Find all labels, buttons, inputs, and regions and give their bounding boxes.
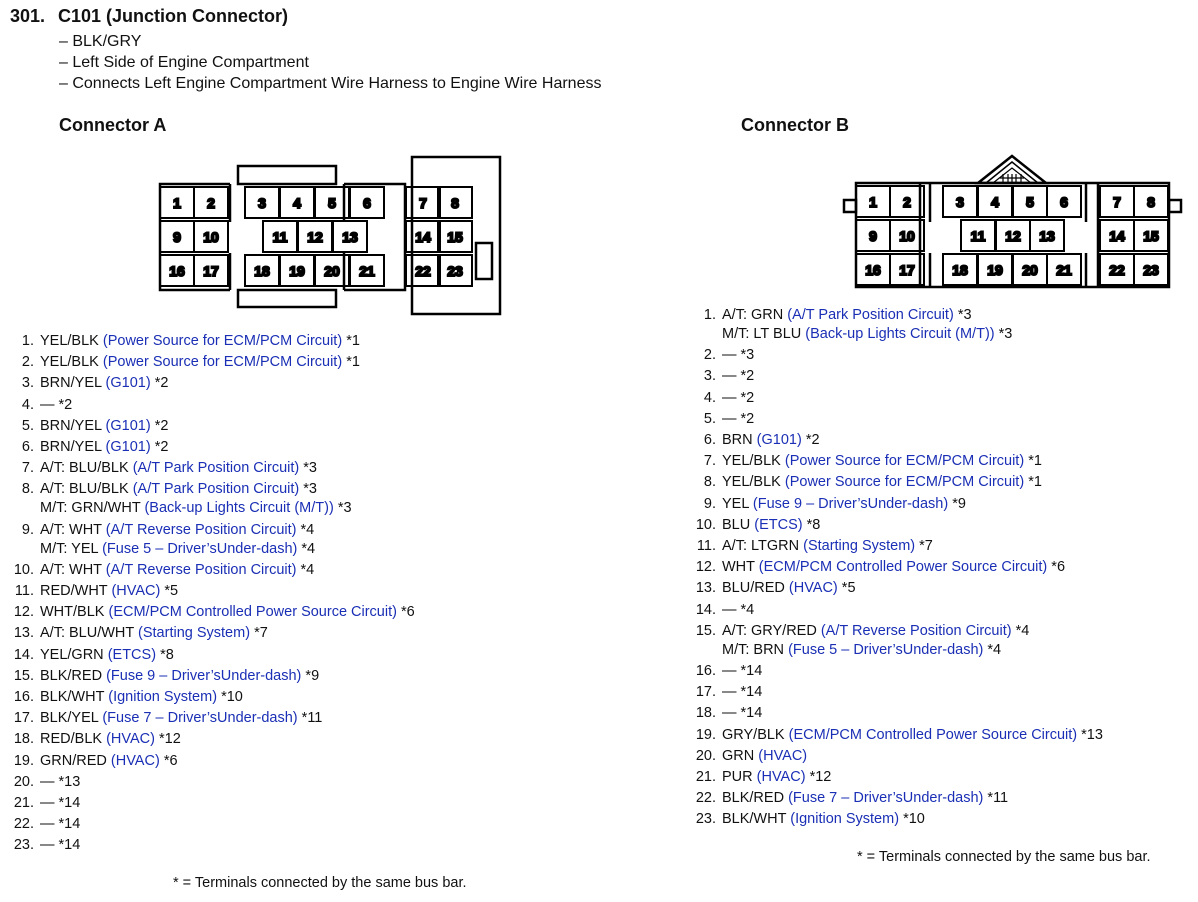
bus-bar-note: *1 — [346, 333, 360, 349]
description-location: – Left Side of Engine Compartment — [59, 54, 309, 71]
circuit-name: (HVAC) — [758, 747, 808, 764]
wire-color: RED/WHT — [40, 583, 108, 599]
pin-entry — [692, 411, 754, 427]
wire-color: YEL/BLK — [40, 354, 99, 371]
pin-number: 12. — [695, 559, 716, 576]
pin-entry — [692, 580, 856, 596]
section-number: 301. — [10, 6, 46, 26]
pin-number: 5. — [703, 410, 716, 427]
bus-bar-note: *3 — [998, 326, 1013, 342]
pin-entry — [10, 668, 319, 684]
terminal-number: 7 — [1113, 194, 1121, 210]
pin-number: 19. — [695, 726, 716, 743]
circuit-name: (Power Source for ECM/PCM Circuit) — [784, 474, 1025, 491]
connector-b-title: Connector B — [741, 115, 849, 135]
pin-entry — [692, 748, 807, 764]
terminal-number: 14 — [415, 229, 431, 245]
terminal-number: 8 — [1147, 194, 1155, 210]
circuit-name: (Fuse 7 – Driver’sUnder-dash) — [788, 790, 984, 807]
circuit-name: (HVAC) — [756, 769, 806, 785]
pin-number: 13. — [13, 625, 34, 642]
terminal-number: 23 — [447, 263, 463, 279]
pin-entry — [692, 727, 1103, 743]
wire-color: YEL/BLK — [722, 474, 781, 491]
pin-number: 8. — [703, 474, 716, 491]
terminal-number: 16 — [169, 263, 185, 279]
pin-entry — [10, 460, 317, 476]
wire-color: A/T: BLU/BLK — [40, 481, 129, 498]
circuit-name: (Power Source for ECM/PCM Circuit) — [784, 453, 1025, 470]
wire-color: — — [722, 663, 737, 679]
bus-bar-note: *11 — [301, 710, 323, 727]
circuit-name: (A/T Park Position Circuit) — [132, 460, 300, 477]
wire-color: BLK/WHT — [722, 811, 787, 828]
bus-bar-note: *12 — [159, 731, 181, 748]
description-color: – BLK/GRY — [59, 33, 142, 50]
connector-b-footnote: * = Terminals connected by the same bus bar. — [857, 849, 1151, 865]
connector-b-lock-tab — [1000, 174, 1024, 182]
bus-bar-note: *10 — [903, 811, 925, 828]
wire-color: M/T: BRN — [722, 641, 785, 658]
pin-number: 22. — [695, 790, 716, 807]
wire-color: A/T: LTGRN — [722, 538, 800, 554]
circuit-name: (HVAC) — [111, 583, 161, 599]
bus-bar-note: *9 — [305, 667, 320, 684]
terminal-number: 18 — [254, 263, 270, 279]
pin-number: 17. — [13, 710, 34, 727]
circuit-name: (ECM/PCM Controlled Power Source Circuit) — [108, 604, 397, 621]
bus-bar-note: *4 — [987, 641, 1002, 658]
terminal-number: 19 — [987, 262, 1003, 278]
wire-color: BRN/YEL — [40, 417, 102, 434]
pin-number: 4. — [703, 389, 716, 406]
bus-bar-note: *3 — [740, 347, 755, 364]
bus-bar-note: *8 — [806, 516, 821, 533]
connector-a-terminals — [160, 187, 472, 286]
bus-bar-note: *2 — [154, 375, 169, 392]
pin-number: 7. — [21, 460, 34, 477]
bus-bar-note: *4 — [1015, 622, 1030, 639]
circuit-name: (A/T Reverse Position Circuit) — [820, 622, 1012, 639]
bus-bar-note: *3 — [303, 481, 317, 498]
bus-bar-note: *6 — [400, 604, 415, 621]
wire-color: RED/BLK — [40, 731, 103, 748]
wire-color: — — [722, 705, 737, 722]
terminal-number: 5 — [1026, 194, 1034, 210]
circuit-name: (Fuse 9 – Driver’sUnder-dash) — [752, 495, 949, 512]
wire-color: M/T: GRN/WHT — [40, 500, 141, 517]
pin-number: 15. — [13, 667, 34, 684]
pin-entry — [692, 663, 762, 679]
wire-color: YEL/GRN — [40, 646, 104, 663]
circuit-name: (ECM/PCM Controlled Power Source Circuit) — [758, 559, 1048, 576]
bus-bar-note: *3 — [303, 460, 317, 477]
pin-number: 23. — [695, 811, 716, 828]
terminal-number: 21 — [1056, 262, 1072, 278]
circuit-name: (G101) — [756, 432, 802, 448]
terminal-number: 1 — [869, 194, 877, 210]
page-title — [10, 6, 288, 27]
wire-color: A/T: WHT — [40, 561, 102, 578]
pin-entry — [10, 418, 168, 434]
pin-number: 1. — [703, 307, 716, 323]
pin-number: 10. — [695, 516, 716, 533]
pin-number: 20. — [695, 747, 716, 764]
bus-bar-note: *4 — [300, 521, 315, 538]
pin-entry — [692, 602, 754, 618]
terminal-number: 10 — [203, 229, 219, 245]
pin-entry — [10, 647, 174, 663]
pin-entry — [10, 583, 178, 599]
bus-bar-note: *3 — [337, 500, 352, 517]
circuit-name: (G101) — [105, 439, 151, 455]
terminal-number: 9 — [173, 229, 181, 245]
pin-entry — [10, 375, 168, 391]
circuit-name: (ETCS) — [754, 516, 803, 533]
pin-entry — [692, 368, 754, 384]
circuit-name: (HVAC) — [788, 580, 838, 597]
terminal-number: 3 — [956, 194, 964, 210]
wire-color: — — [722, 684, 737, 701]
terminal-number: 5 — [328, 195, 336, 211]
wire-color: YEL/BLK — [40, 333, 99, 349]
circuit-name: (Back-up Lights Circuit (M/T)) — [144, 500, 334, 517]
circuit-name: (Fuse 5 – Driver’sUnder-dash) — [788, 641, 984, 658]
wire-color: — — [722, 347, 737, 364]
bus-bar-note: *6 — [163, 752, 178, 769]
bus-bar-note: *2 — [740, 368, 755, 385]
pin-number: 2. — [703, 347, 716, 364]
pin-entry — [10, 397, 72, 413]
terminal-number: 13 — [342, 229, 358, 245]
pin-number: 3. — [703, 368, 716, 385]
terminal-number: 23 — [1143, 262, 1159, 278]
pin-number: 13. — [695, 580, 716, 597]
bus-bar-note: *5 — [164, 583, 179, 599]
terminal-number: 7 — [419, 195, 427, 211]
pin-number: 3. — [21, 375, 34, 392]
terminal-number: 12 — [1005, 228, 1021, 244]
wire-color: GRN — [722, 747, 755, 764]
bus-bar-note: *12 — [809, 769, 832, 785]
pin-number: 19. — [13, 752, 34, 769]
pin-number: 20. — [13, 773, 34, 790]
circuit-name: (G101) — [105, 375, 151, 392]
bus-bar-note: *2 — [154, 417, 169, 434]
pin-number: 6. — [21, 439, 34, 455]
pin-entry — [692, 347, 754, 363]
bus-bar-note: *13 — [58, 773, 81, 790]
pin-entry — [692, 307, 972, 323]
circuit-name: (Fuse 9 – Driver’sUnder-dash) — [106, 667, 302, 684]
circuit-name: (Ignition System) — [108, 689, 218, 705]
circuit-name: (Fuse 7 – Driver’sUnder-dash) — [102, 710, 298, 727]
pin-entry — [10, 604, 415, 620]
bus-bar-note: *3 — [957, 307, 972, 323]
circuit-name: (A/T Park Position Circuit) — [132, 481, 300, 498]
wire-color: — — [722, 389, 737, 406]
bus-bar-note: *2 — [740, 389, 755, 406]
terminal-number: 2 — [207, 195, 215, 211]
wire-color: BLK/RED — [40, 667, 103, 684]
terminal-number: 14 — [1109, 228, 1125, 244]
pin-entry — [10, 625, 268, 641]
terminal-number: 18 — [952, 262, 968, 278]
pin-entry — [10, 795, 80, 811]
pin-number: 7. — [703, 453, 716, 470]
terminal-number: 22 — [1109, 262, 1125, 278]
circuit-name: (ECM/PCM Controlled Power Source Circuit) — [788, 726, 1078, 743]
wire-color: PUR — [722, 769, 753, 785]
pin-number: 18. — [13, 731, 34, 748]
bus-bar-note: *4 — [301, 540, 316, 557]
bus-bar-note: *1 — [346, 354, 360, 371]
bus-bar-note: *14 — [58, 795, 81, 811]
terminal-number: 15 — [447, 229, 463, 245]
pin-number: 5. — [21, 417, 34, 434]
terminal-number: 12 — [307, 229, 323, 245]
bus-bar-note: *11 — [987, 790, 1009, 807]
pin-number: 9. — [703, 495, 716, 512]
pin-entry — [692, 684, 762, 700]
pin-entry — [692, 705, 762, 721]
pin-number: 16. — [695, 663, 716, 679]
wire-color: — — [40, 795, 55, 811]
pin-entry — [692, 390, 754, 406]
wire-color: WHT — [722, 559, 755, 576]
circuit-name: (Starting System) — [138, 625, 251, 642]
bus-bar-note: *6 — [1051, 559, 1066, 576]
pin-entry — [692, 811, 925, 827]
pin-entry — [10, 753, 178, 769]
pin-number: 21. — [695, 769, 716, 785]
terminal-number: 17 — [899, 262, 915, 278]
pin-number: 8. — [21, 481, 34, 498]
pin-entry — [10, 689, 243, 705]
terminal-number: 2 — [903, 194, 911, 210]
terminal-number: 17 — [203, 263, 219, 279]
terminal-number: 3 — [258, 195, 266, 211]
pin-entry — [692, 559, 1065, 575]
circuit-name: (A/T Reverse Position Circuit) — [105, 561, 297, 578]
terminal-number: 21 — [359, 263, 375, 279]
terminal-number: 10 — [899, 228, 915, 244]
wire-color: WHT/BLK — [40, 604, 105, 621]
pin-entry — [692, 790, 1008, 806]
bus-bar-note: *2 — [805, 432, 820, 448]
bus-bar-note: *5 — [841, 580, 856, 597]
pin-number: 15. — [695, 622, 716, 639]
circuit-name: (Ignition System) — [790, 811, 900, 828]
circuit-name: (Fuse 5 – Driver’sUnder-dash) — [102, 540, 298, 557]
wire-color: BRN — [722, 432, 753, 448]
pin-number: 11. — [14, 583, 34, 599]
bus-bar-note: *2 — [740, 410, 755, 427]
connector-a-title: Connector A — [59, 115, 167, 135]
pin-entry — [10, 354, 360, 370]
bus-bar-note: *4 — [300, 561, 315, 578]
bus-bar-note: *14 — [58, 837, 81, 854]
pin-number: 11. — [696, 538, 716, 554]
pin-entry — [692, 538, 933, 554]
terminal-number: 22 — [415, 263, 431, 279]
bus-bar-note: *14 — [740, 663, 763, 679]
pin-number: 1. — [21, 333, 34, 349]
pin-number: 23. — [13, 837, 34, 854]
terminal-number: 20 — [1022, 262, 1038, 278]
connector-a-footnote: * = Terminals connected by the same bus bar. — [173, 875, 467, 891]
pin-entry — [10, 333, 360, 349]
bus-bar-note: *13 — [1081, 726, 1103, 743]
pin-entry-alt — [722, 326, 1012, 342]
pin-number: 14. — [13, 646, 34, 663]
bus-bar-note: *7 — [254, 625, 268, 642]
circuit-name: (ETCS) — [107, 646, 157, 663]
wire-color: YEL — [722, 495, 749, 512]
bus-bar-note: *4 — [740, 601, 755, 618]
circuit-name: (A/T Reverse Position Circuit) — [105, 521, 297, 538]
connector-a-diagram — [150, 150, 510, 320]
terminal-number: 6 — [363, 195, 371, 211]
pin-entry — [10, 439, 168, 455]
bus-bar-note: *8 — [160, 646, 174, 663]
circuit-name: (Starting System) — [803, 538, 916, 554]
wire-color: — — [40, 816, 55, 833]
wire-color: BLU/RED — [722, 580, 785, 597]
bus-bar-note: *14 — [740, 705, 763, 722]
wire-color: — — [722, 368, 737, 385]
connector-b-diagram — [840, 150, 1190, 290]
pin-entry-alt — [40, 541, 315, 557]
pin-number: 17. — [695, 684, 716, 701]
pin-entry — [10, 774, 80, 790]
terminal-number: 19 — [289, 263, 305, 279]
connector-name: C101 (Junction Connector) — [58, 6, 289, 26]
wire-color: — — [40, 396, 55, 413]
terminal-number: 4 — [293, 195, 301, 211]
pin-number: 12. — [13, 604, 34, 621]
bus-bar-note: *2 — [58, 396, 73, 413]
circuit-name: (A/T Park Position Circuit) — [787, 307, 954, 323]
bus-bar-note: *1 — [1028, 453, 1042, 470]
terminal-number: 15 — [1143, 228, 1159, 244]
pin-entry-alt — [40, 500, 352, 516]
pin-entry — [692, 623, 1029, 639]
pin-entry — [10, 481, 317, 497]
terminal-number: 13 — [1039, 228, 1055, 244]
wire-color: A/T: BLU/BLK — [40, 460, 129, 477]
bus-bar-note: *10 — [221, 689, 243, 705]
pin-number: 21. — [13, 795, 34, 811]
bus-bar-note: *2 — [154, 439, 169, 455]
pin-entry — [10, 816, 80, 832]
bus-bar-note: *14 — [58, 816, 81, 833]
pin-number: 2. — [21, 354, 34, 371]
terminal-number: 6 — [1060, 194, 1068, 210]
wire-color: A/T: BLU/WHT — [40, 625, 134, 642]
connector-b-terminals — [856, 186, 1168, 285]
circuit-name: (Power Source for ECM/PCM Circuit) — [102, 333, 343, 349]
pin-number: 14. — [695, 601, 716, 618]
wire-color: BLK/YEL — [40, 710, 99, 727]
bus-bar-note: *1 — [1028, 474, 1042, 491]
terminal-number: 8 — [451, 195, 459, 211]
wire-color: A/T: WHT — [40, 521, 102, 538]
pin-number: 10. — [13, 561, 34, 578]
wire-color: GRY/BLK — [722, 726, 785, 743]
wire-color: — — [40, 837, 55, 854]
pin-entry — [10, 731, 181, 747]
connector-description — [59, 31, 601, 94]
bus-bar-note: *9 — [952, 495, 966, 512]
circuit-name: (Back-up Lights Circuit (M/T)) — [805, 326, 995, 342]
terminal-number: 11 — [970, 228, 986, 244]
pin-entry — [692, 769, 831, 785]
circuit-name: (Power Source for ECM/PCM Circuit) — [102, 354, 343, 371]
terminal-number: 1 — [173, 195, 181, 211]
pin-number: 16. — [13, 689, 34, 705]
terminal-number: 20 — [324, 263, 340, 279]
wire-color: — — [40, 773, 55, 790]
wire-color: — — [722, 601, 737, 618]
terminal-number: 9 — [869, 228, 877, 244]
terminal-number: 4 — [991, 194, 999, 210]
pin-entry — [692, 453, 1042, 469]
pin-entry-alt — [722, 642, 1001, 658]
pin-entry — [10, 522, 314, 538]
circuit-name: (G101) — [105, 417, 151, 434]
wire-color: BRN/YEL — [40, 375, 102, 392]
pin-entry — [692, 474, 1042, 490]
pin-entry — [692, 517, 820, 533]
description-connects: – Connects Left Engine Compartment Wire Harness to Engine Wire Harness — [59, 75, 602, 92]
wire-color: BLK/WHT — [40, 689, 105, 705]
wire-color: — — [722, 410, 737, 427]
wire-color: YEL/BLK — [722, 453, 781, 470]
pin-entry — [692, 432, 820, 448]
pin-number: 9. — [21, 521, 34, 538]
wire-color: BRN/YEL — [40, 439, 102, 455]
pin-entry — [10, 837, 80, 853]
pin-entry — [10, 710, 322, 726]
circuit-name: (HVAC) — [110, 752, 160, 769]
wire-color: A/T: GRN — [722, 307, 784, 323]
wire-color: BLK/RED — [722, 790, 785, 807]
terminal-number: 16 — [865, 262, 881, 278]
wire-color: M/T: YEL — [40, 540, 99, 557]
circuit-name: (HVAC) — [106, 731, 155, 748]
pin-entry — [692, 496, 966, 512]
bus-bar-note: *14 — [740, 684, 763, 701]
wire-color: M/T: LT BLU — [722, 326, 802, 342]
terminal-number: 11 — [272, 229, 288, 245]
bus-bar-note: *7 — [919, 538, 933, 554]
pin-number: 4. — [21, 396, 34, 413]
wire-color: BLU — [722, 516, 751, 533]
pin-number: 18. — [695, 705, 716, 722]
pin-entry — [10, 562, 314, 578]
pin-number: 22. — [13, 816, 34, 833]
wire-color: GRN/RED — [40, 752, 107, 769]
wire-color: A/T: GRY/RED — [722, 622, 817, 639]
pin-number: 6. — [703, 432, 716, 448]
